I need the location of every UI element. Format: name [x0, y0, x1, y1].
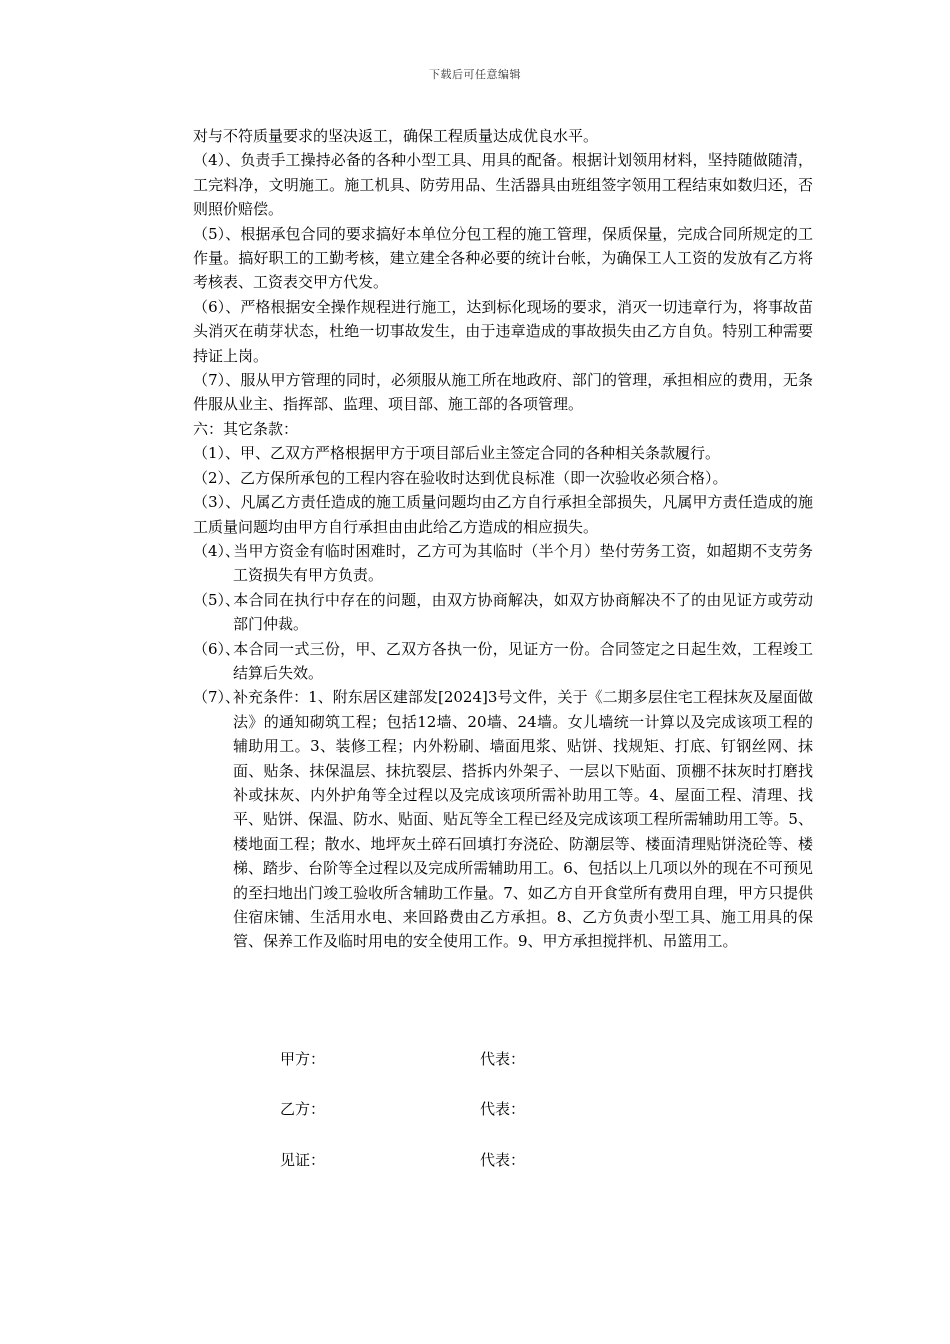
paragraph: （5）、根据承包合同的要求搞好本单位分包工程的施工管理，保质保量，完成合同所规定的工作量。搞好职工的工勤考核，建立建全各种必要的统计台帐，为确保工人工资的发放有乙方将考核表、工资表交甲方代发。 [193, 224, 813, 292]
clause-item [193, 539, 813, 588]
paragraph: （4）、负责手工操持必备的各种小型工具、用具的配备。根据计划领用材料，坚持随做随清，工完料净，文明施工。施工机具、防劳用品、生活器具由班组签字领用工程结束如数归还，否则照价赔偿。 [193, 151, 813, 219]
witness-representative-label: 代表： [480, 1151, 526, 1169]
clause-item [193, 588, 813, 637]
paragraph: （3）、凡属乙方责任造成的施工质量问题均由乙方自行承担全部损失，凡属甲方责任造成的施工质量问题均由甲方自行承担由由此给乙方造成的相应损失。 [193, 493, 813, 536]
clause-text: 补充条件：1、附东居区建部发[2024]3号文件，关于《二期多层住宅工程抹灰及屋面做法》的通知砌筑工程；包括12墙、20墙、24墙。女儿墙统一计算以及完成该项工程的辅助用工。3、装修工程；内外粉刷、墙面甩浆、贴饼、找规矩、打底、钉钢丝网、抹面、贴条、抹保温层、抹抗裂层、搭拆内外架子、一层以下贴面、顶棚不抹灰时打磨找补或抹灰、内外护角等全过程以及完成该项所需补助用工等。4、屋面工程、清理、找平、贴饼、保温、防水、贴面、贴瓦等全工程已经及完成该项工程所需辅助用工等。5、楼地面工程；散水、地坪灰土碎石回填打夯浇砼、防潮层等、楼面清理贴饼浇砼等、楼梯、踏步、台阶等全过程以及完成所需辅助用工。6、包括以上几项以外的现在不可预见的至扫地出门竣工验收所含辅助工作量。7、如乙方自开食堂所有费用自理，甲方只提供住宿床铺、生活用水电、来回路费由乙方承担。8、乙方负责小型工具、施工用具的保管、保养工作及临时用电的安全使用工作。9、甲方承担搅拌机、吊篮用工。 [233, 688, 813, 951]
paragraph: （2）、乙方保所承包的工程内容在验收时达到优良标准（即一次验收必须合格）。 [193, 468, 728, 487]
clause-item [193, 637, 813, 686]
party-a-label: 甲方： [280, 1050, 326, 1068]
clause-text: 当甲方资金有临时困难时，乙方可为其临时（半个月）垫付劳务工资，如超期不支劳务工资损失有甲方负责。 [233, 541, 813, 585]
party-b-representative-label: 代表： [480, 1100, 526, 1118]
clause-number: （5）、 [193, 590, 241, 609]
contract-body [193, 124, 813, 954]
clause-number: （6）、 [193, 639, 241, 658]
paragraph: （7）、服从甲方管理的同时，必须服从施工所在地政府、部门的管理，承担相应的费用，无条件服从业主、指挥部、监理、项目部、施工部的各项管理。 [193, 371, 813, 414]
paragraph: （6）、严格根据安全操作规程进行施工，达到标化现场的要求，消灭一切违章行为，将事故苗头消灭在萌芽状态，杜绝一切事故发生，由于违章造成的事故损失由乙方自负。特别工种需要持证上岗。 [193, 297, 813, 365]
witness-label: 见证： [280, 1151, 326, 1169]
section-heading: 六：其它条款： [193, 419, 299, 438]
page-header-note: 下载后可任意编辑 [429, 68, 521, 81]
party-a-representative-label: 代表： [480, 1050, 526, 1068]
clause-item [193, 685, 813, 953]
clause-number: （4）、 [193, 541, 241, 560]
clause-text: 本合同一式三份，甲、乙双方各执一份，见证方一份。合同签定之日起生效，工程竣工结算后失效。 [233, 639, 813, 682]
clause-text: 本合同在执行中存在的问题，由双方协商解决，如双方协商解决不了的由见证方或劳动部门仲裁。 [233, 590, 813, 634]
paragraph: 对与不符质量要求的坚决返工，确保工程质量达成优良水平。 [193, 127, 599, 145]
party-b-label: 乙方： [280, 1100, 326, 1118]
clause-number: （7）、 [193, 688, 241, 707]
paragraph: （1）、甲、乙双方严格根据甲方于项目部后业主签定合同的各种相关条款履行。 [193, 444, 721, 463]
